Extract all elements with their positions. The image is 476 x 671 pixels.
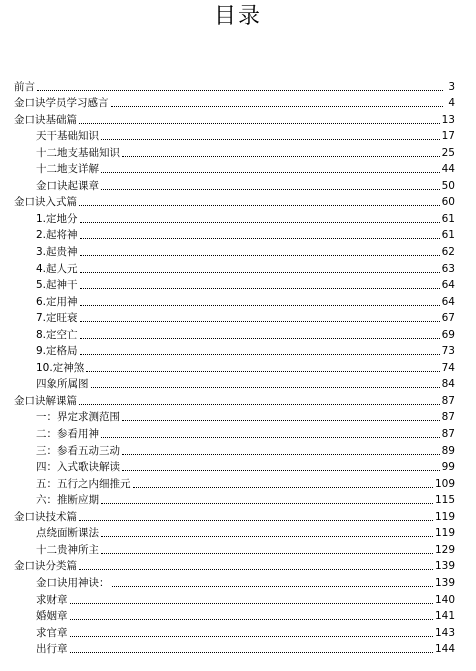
dot-leader <box>79 122 440 124</box>
toc-entry-page-number: 69 <box>441 328 455 341</box>
dot-leader <box>80 304 440 306</box>
dot-leader <box>70 602 433 604</box>
toc-entry[interactable] <box>14 441 455 458</box>
toc-entry-page-number: 67 <box>441 312 455 325</box>
dot-leader <box>80 337 440 339</box>
toc-entry[interactable] <box>14 507 455 524</box>
toc-entry-page-number: 143 <box>434 626 455 639</box>
toc-entry-page-number: 84 <box>441 378 455 391</box>
toc-entry[interactable] <box>14 127 455 144</box>
toc-entry-page-number: 89 <box>441 444 455 457</box>
dot-leader <box>80 221 440 223</box>
toc-entry[interactable] <box>14 540 455 557</box>
toc-entry-label: 求财章 <box>36 593 68 606</box>
toc-entry[interactable] <box>14 391 455 408</box>
toc-entry-page-number: 64 <box>441 279 455 292</box>
toc-entry[interactable] <box>14 590 455 607</box>
toc-entry[interactable] <box>14 623 455 640</box>
toc-entry-page-number: 119 <box>434 527 455 540</box>
toc-entry-page-number: 4 <box>448 97 455 110</box>
toc-entry-label: 求官章 <box>36 626 68 639</box>
toc-entry-label: 金口诀分类篇 <box>14 560 77 573</box>
dot-leader <box>101 535 433 537</box>
toc-entry-page-number: 144 <box>434 643 455 656</box>
toc-entry-page-number: 139 <box>434 560 455 573</box>
toc-entry-label: 五：五行之内细推元 <box>36 477 131 490</box>
toc-entry-page-number: 13 <box>441 113 455 126</box>
toc-entry[interactable] <box>14 77 455 94</box>
toc-entry[interactable] <box>14 226 455 243</box>
toc-entry-label: 十二地支详解 <box>36 163 99 176</box>
toc-entry[interactable] <box>14 557 455 574</box>
toc-entry-page-number: 17 <box>441 130 455 143</box>
dot-leader <box>37 89 443 91</box>
toc-entry-label: 金口诀基础篇 <box>14 113 77 126</box>
toc-entry-label: 金口诀起课章 <box>36 179 99 192</box>
toc-entry-page-number: 87 <box>441 428 455 441</box>
toc-entry-label: 4.起人元 <box>36 262 78 275</box>
toc-entry[interactable] <box>14 242 455 259</box>
dot-leader <box>112 585 433 587</box>
toc-entry-page-number: 87 <box>441 394 455 407</box>
toc-entry[interactable] <box>14 176 455 193</box>
dot-leader <box>80 271 440 273</box>
dot-leader <box>80 254 440 256</box>
toc-entry[interactable] <box>14 640 455 657</box>
dot-leader <box>80 237 440 239</box>
toc-entry-page-number: 64 <box>441 295 455 308</box>
toc-entry[interactable] <box>14 193 455 210</box>
toc-entry-page-number: 74 <box>441 361 455 374</box>
toc-entry-label: 出行章 <box>36 643 68 656</box>
toc-entry-label: 二：参看用神 <box>36 428 99 441</box>
toc-entry-label: 8.定空亡 <box>36 328 78 341</box>
dot-leader <box>79 403 440 405</box>
toc-entry[interactable] <box>14 160 455 177</box>
dot-leader <box>122 453 440 455</box>
dot-leader <box>79 204 440 206</box>
toc-entry-label: 1.定地分 <box>36 212 78 225</box>
toc-entry[interactable] <box>14 458 455 475</box>
toc-entry-page-number: 73 <box>441 345 455 358</box>
toc-entry-page-number: 61 <box>441 212 455 225</box>
toc-entry-page-number: 99 <box>441 461 455 474</box>
toc-entry-page-number: 140 <box>434 593 455 606</box>
dot-leader <box>80 320 440 322</box>
toc-entry-page-number: 115 <box>434 494 455 507</box>
toc-entry-label: 3.起贵神 <box>36 246 78 259</box>
toc-entry-label: 10.定神煞 <box>36 361 85 374</box>
dot-leader <box>101 502 433 504</box>
toc-entry-label: 婚姻章 <box>36 610 68 623</box>
toc-entry-page-number: 139 <box>434 576 455 589</box>
toc-entry-label: 金口诀入式篇 <box>14 196 77 209</box>
dot-leader <box>122 155 440 157</box>
toc-entry-page-number: 62 <box>441 246 455 259</box>
dot-leader <box>101 188 440 190</box>
dot-leader <box>111 105 444 107</box>
dot-leader <box>122 469 440 471</box>
toc-entry-label: 9.定格局 <box>36 345 78 358</box>
toc-entry-page-number: 61 <box>441 229 455 242</box>
toc-entry[interactable] <box>14 110 455 127</box>
toc-entry-label: 四：入式歌诀解读 <box>36 461 120 474</box>
dot-leader <box>80 353 440 355</box>
toc-entry[interactable] <box>14 94 455 111</box>
toc-entry[interactable] <box>14 408 455 425</box>
toc-entry[interactable] <box>14 491 455 508</box>
toc-entry[interactable] <box>14 292 455 309</box>
toc-title: 目录 <box>213 4 262 29</box>
toc-entry-label: 7.定旺衰 <box>36 312 78 325</box>
dot-leader <box>70 635 433 637</box>
toc-entry[interactable] <box>14 276 455 293</box>
toc-entry[interactable] <box>14 259 455 276</box>
dot-leader <box>79 519 433 521</box>
toc-entry-page-number: 50 <box>441 179 455 192</box>
toc-entry[interactable] <box>14 524 455 541</box>
toc-entry[interactable] <box>14 309 455 326</box>
toc-entry[interactable] <box>14 424 455 441</box>
toc-entry[interactable] <box>14 474 455 491</box>
toc-entry-label: 金口诀技术篇 <box>14 510 77 523</box>
toc-entry-label: 前言 <box>14 80 35 93</box>
toc-entry-label: 十二地支基础知识 <box>36 146 120 159</box>
toc-entry-label: 四象所属图 <box>36 378 89 391</box>
toc-entry-page-number: 129 <box>434 543 455 556</box>
toc-entry-label: 5.起神干 <box>36 279 78 292</box>
toc-entry-label: 一：界定求测范围 <box>36 411 120 424</box>
toc-entry-label: 点绕面断课法 <box>36 527 99 540</box>
toc-entry-page-number: 3 <box>448 80 455 93</box>
dot-leader <box>91 386 440 388</box>
toc-entry[interactable] <box>14 209 455 226</box>
dot-leader <box>101 138 440 140</box>
dot-leader <box>86 370 439 372</box>
toc-entry[interactable] <box>14 375 455 392</box>
toc-entry[interactable] <box>14 342 455 359</box>
toc-entry-label: 金口诀用神诀： <box>36 576 110 589</box>
toc-entry-label: 金口诀解课篇 <box>14 394 77 407</box>
dot-leader <box>133 486 433 488</box>
toc-entry-page-number: 87 <box>441 411 455 424</box>
dot-leader <box>122 419 440 421</box>
toc-entry[interactable] <box>14 573 455 590</box>
toc-entry-label: 天干基础知识 <box>36 130 99 143</box>
toc-entry-page-number: 109 <box>434 477 455 490</box>
dot-leader <box>79 568 433 570</box>
dot-leader <box>70 618 433 620</box>
dot-leader <box>101 171 440 173</box>
dot-leader <box>101 436 440 438</box>
toc-entry-label: 金口诀学员学习感言 <box>14 97 109 110</box>
toc-entry-page-number: 119 <box>434 510 455 523</box>
toc-entry-label: 十二贵神所主 <box>36 543 99 556</box>
dot-leader <box>70 651 433 653</box>
toc-entry-label: 6.定用神 <box>36 295 78 308</box>
toc-entry-label: 2.起将神 <box>36 229 78 242</box>
toc-entry[interactable] <box>14 325 455 342</box>
dot-leader <box>101 552 433 554</box>
toc-entry[interactable] <box>14 607 455 624</box>
toc-entry-page-number: 44 <box>441 163 455 176</box>
toc-entry[interactable] <box>14 143 455 160</box>
toc-entry-page-number: 141 <box>434 610 455 623</box>
table-of-contents <box>14 77 455 656</box>
toc-entry-label: 三：参看五动三动 <box>36 444 120 457</box>
toc-entry-page-number: 25 <box>441 146 455 159</box>
dot-leader <box>80 287 440 289</box>
toc-entry-page-number: 60 <box>441 196 455 209</box>
toc-entry-page-number: 63 <box>441 262 455 275</box>
toc-entry-label: 六：推断应期 <box>36 494 99 507</box>
toc-entry[interactable] <box>14 358 455 375</box>
